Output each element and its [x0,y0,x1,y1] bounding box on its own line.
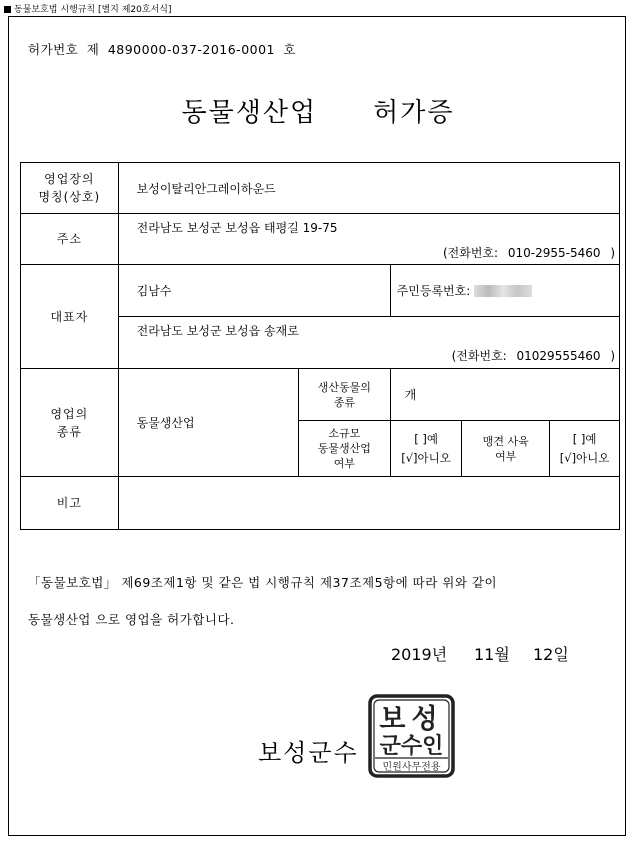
address-value: 전라남도 보성군 보성읍 태평길 19-75 [136,221,338,235]
square-bullet-icon [4,6,11,13]
small-scale-no-checkbox: [√]아니오 [401,450,451,465]
document-title [0,92,636,129]
law-reference [4,2,171,15]
address-cell [118,214,619,265]
resident-number-blurred [474,285,532,297]
small-scale-options [390,421,462,477]
title-part-2: 허가증 [373,98,455,128]
representative-row [21,265,620,317]
representative-name: 김남수 [118,265,390,317]
svg-text:민원사무전용: 민원사무전용 [382,762,441,773]
svg-text:군수인: 군수인 [379,734,444,759]
title-part-1: 동물생산업 [181,98,318,128]
representative-label: 대표자 [21,265,119,369]
species-value: 개 [390,369,619,421]
permit-form-table [20,162,620,530]
law-reference-text: 동물보호법 시행규칙 [별지 제20호서식] [14,5,172,15]
remarks-label: 비고 [21,477,119,530]
business-type-value: 동물생산업 [118,369,298,477]
business-name-row [21,163,620,214]
business-name-label: 영업장의 명칭(상호) [21,163,119,214]
small-scale-yes-checkbox: [ ]예 [414,431,438,446]
representative-address: 전라남도 보성군 보성읍 송재로 [136,323,299,338]
address-phone: (전화번호: 010-2955-5460 ) [442,246,615,260]
statement-line-1: 「동물보호법」 제69조제1항 및 같은 법 시행규칙 제37조제5항에 따라 위와 같이 [28,575,498,590]
business-type-row [21,369,620,421]
issuer-name: 보성군수 [258,739,359,767]
svg-text:보성: 보성 [379,704,444,735]
business-type-label: 영업의 종류 [21,369,119,477]
statement-line-2: 동물생산업 으로 영업을 허가합니다. [28,612,235,627]
date-month: 11월 [474,645,510,664]
date-year: 2019년 [391,645,448,664]
small-scale-label: 소규모 동물생산업 여부 [299,421,391,477]
species-label: 생산동물의 종류 [299,369,391,421]
remarks-value [118,477,619,530]
dangerous-dog-label: 맹견 사육 여부 [462,421,550,477]
permit-number: 허가번호 제 4890000-037-2016-0001 호 [28,42,297,57]
dangerous-dog-yes-checkbox: [ ]예 [572,431,597,446]
resident-number-cell [390,265,619,317]
address-row [21,214,620,265]
date-day: 12일 [533,645,569,664]
address-label: 주소 [21,214,119,265]
dangerous-dog-options [550,421,620,477]
remarks-row [21,477,620,530]
representative-address-cell [118,317,619,369]
dangerous-dog-no-checkbox: [√]아니오 [559,450,610,465]
official-seal-stamp [367,693,456,779]
business-name-value: 보성이탈리안그레이하운드 [118,163,619,214]
resident-number-label: 주민등록번호: [396,284,471,298]
representative-phone: (전화번호: 01029555460 ) [451,348,615,363]
